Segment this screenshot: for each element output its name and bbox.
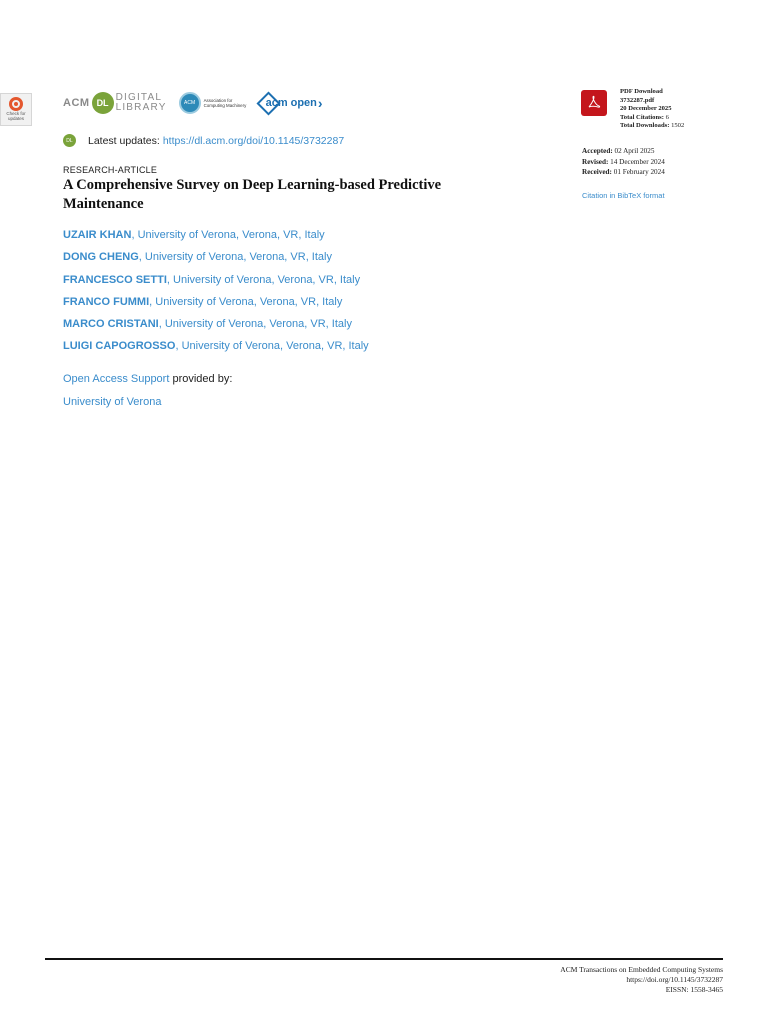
open-access-support (63, 373, 232, 385)
acm-open-logo[interactable] (260, 95, 323, 112)
acm-logo-text: ACM (63, 97, 90, 109)
latest-updates-link[interactable]: https://dl.acm.org/doi/10.1145/3732287 (162, 134, 345, 147)
dl-circle-icon: DL (92, 92, 114, 114)
acm-association-logo[interactable] (179, 92, 248, 114)
revised-label: Revised: (582, 157, 609, 166)
article-dates (582, 146, 665, 178)
acm-digital-library-logo[interactable] (63, 92, 167, 114)
author-affiliation[interactable]: , University of Verona, Verona, VR, Italy (166, 273, 361, 286)
author-item (63, 249, 369, 271)
author-name[interactable]: FRANCESCO SETTI (63, 273, 167, 286)
acm-open-acm-text: acm (265, 97, 288, 109)
author-list (63, 227, 369, 361)
acm-diamond-icon (256, 91, 280, 115)
university-link[interactable]: University of Verona (63, 396, 162, 408)
author-name[interactable]: LUIGI CAPOGROSSO (63, 340, 176, 353)
revised-date: 14 December 2024 (610, 157, 665, 166)
author-name[interactable]: DONG CHENG (63, 251, 139, 264)
pdf-filename: 3732287.pdf (620, 96, 655, 104)
downloads-count: 1502 (671, 122, 685, 129)
pdf-acrobat-icon (586, 95, 602, 111)
footer-doi-link[interactable]: https://doi.org/10.1145/3732287 (626, 975, 723, 984)
pdf-download-label[interactable]: PDF Download (620, 88, 663, 95)
footer-divider (45, 958, 723, 960)
association-name: Association for Computing Machinery (203, 98, 247, 108)
author-name[interactable]: FRANCO FUMMI (63, 295, 150, 308)
open-access-link[interactable]: Open Access Support (63, 373, 170, 385)
author-affiliation[interactable]: , University of Verona, Verona, VR, Italy (175, 340, 369, 353)
citations-label: Total Citations: (620, 113, 664, 121)
acm-seal-icon: ACM (179, 92, 201, 114)
accepted-label: Accepted: (582, 147, 613, 155)
publisher-logos (63, 88, 323, 118)
downloads-label: Total Downloads: (620, 122, 670, 129)
dl-small-icon: DL (63, 134, 76, 147)
citations-count: 6 (665, 113, 669, 121)
library-word: LIBRARY (115, 102, 167, 113)
author-affiliation[interactable]: , University of Verona, Verona, VR, Italy (138, 251, 332, 264)
open-access-text: provided by: (169, 373, 233, 385)
check-for-updates-badge[interactable] (0, 93, 32, 126)
latest-updates-label: Latest updates: (88, 134, 160, 147)
bibtex-citation-link[interactable]: Citation in BibTeX format (582, 191, 665, 200)
journal-name: ACM Transactions on Embedded Computing Systems (560, 965, 723, 974)
pdf-date: 20 December 2025 (620, 105, 672, 112)
chevron-right-icon: › (317, 95, 323, 111)
author-item (63, 227, 369, 249)
footer-info (560, 965, 723, 995)
author-item (63, 272, 369, 294)
article-title: A Comprehensive Survey on Deep Learning-based Predictive Maintenance (63, 177, 442, 212)
check-for-updates-label: Check for updates (6, 111, 26, 121)
received-date: 01 February 2024 (613, 168, 665, 176)
author-item (63, 338, 369, 360)
accepted-date: 02 April 2025 (614, 147, 655, 155)
article-type: RESEARCH-ARTICLE (63, 165, 158, 175)
author-item (63, 294, 369, 316)
author-affiliation[interactable]: , University of Verona, Verona, VR, Italy (158, 318, 352, 331)
author-item (63, 316, 369, 338)
digital-library-text (116, 93, 167, 113)
digital-word: DIGITAL (115, 92, 163, 103)
author-affiliation[interactable]: , University of Verona, Verona, VR, Italy (131, 229, 325, 241)
pdf-download-info[interactable] (620, 88, 684, 131)
author-name[interactable]: UZAIR KHAN (63, 229, 132, 241)
check-for-updates-icon (9, 97, 23, 111)
latest-updates (63, 134, 344, 147)
acm-open-open-text: open (290, 97, 317, 109)
pdf-download-icon[interactable] (581, 90, 607, 116)
author-affiliation[interactable]: , University of Verona, Verona, VR, Italy (149, 295, 343, 308)
author-name[interactable]: MARCO CRISTANI (63, 318, 159, 331)
received-label: Received: (582, 168, 612, 176)
eissn: EISSN: 1558-3465 (665, 985, 723, 994)
